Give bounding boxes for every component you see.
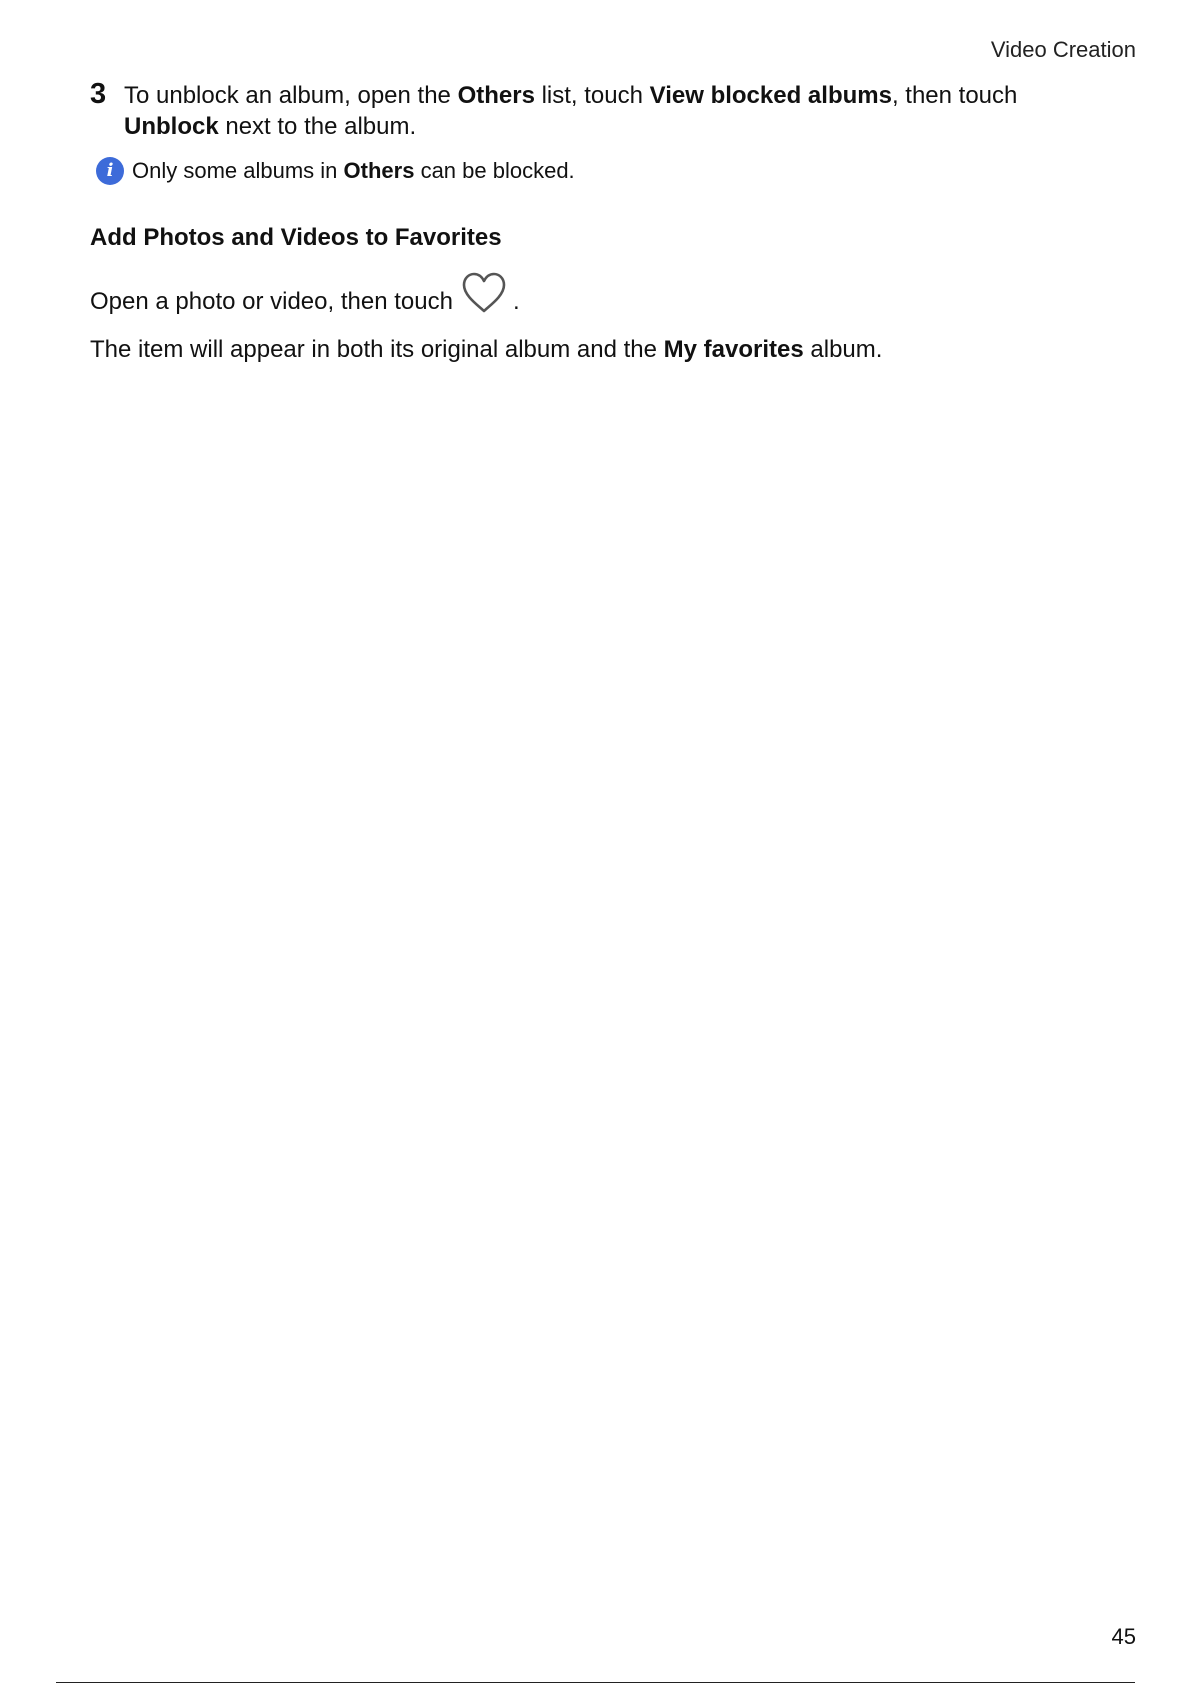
section-title: Add Photos and Videos to Favorites bbox=[90, 224, 502, 251]
others-label: Others bbox=[343, 158, 415, 183]
running-header: Video Creation bbox=[990, 37, 1136, 62]
instruction-text: Open a photo or video, then touch bbox=[90, 288, 453, 315]
step-text bbox=[124, 80, 1084, 142]
favorites-result-text bbox=[90, 336, 882, 364]
step-text-part: To unblock an album, open the bbox=[124, 82, 458, 109]
note-text-part: Only some albums in bbox=[132, 158, 344, 183]
instruction-suffix: . bbox=[512, 288, 520, 315]
step-text-part: next to the album. bbox=[218, 113, 417, 140]
info-icon: i bbox=[96, 157, 124, 185]
footer-divider bbox=[56, 1682, 1135, 1683]
info-note bbox=[96, 157, 575, 185]
result-text-part: album. bbox=[803, 336, 883, 363]
step-text-part: list, touch bbox=[534, 82, 650, 109]
heart-icon bbox=[461, 272, 507, 316]
my-favorites-label: My favorites bbox=[663, 336, 804, 363]
step-number: 3 bbox=[90, 78, 107, 110]
page-number: 45 bbox=[1111, 1624, 1136, 1649]
view-blocked-albums-label: View blocked albums bbox=[649, 82, 892, 109]
note-text-part: can be blocked. bbox=[414, 158, 575, 183]
note-text bbox=[132, 158, 575, 184]
unblock-label: Unblock bbox=[124, 113, 219, 140]
favorites-instruction bbox=[90, 272, 520, 316]
step-text-part: , then touch bbox=[891, 82, 1018, 109]
result-text-part: The item will appear in both its original album and the bbox=[90, 336, 664, 363]
others-label: Others bbox=[457, 82, 535, 109]
